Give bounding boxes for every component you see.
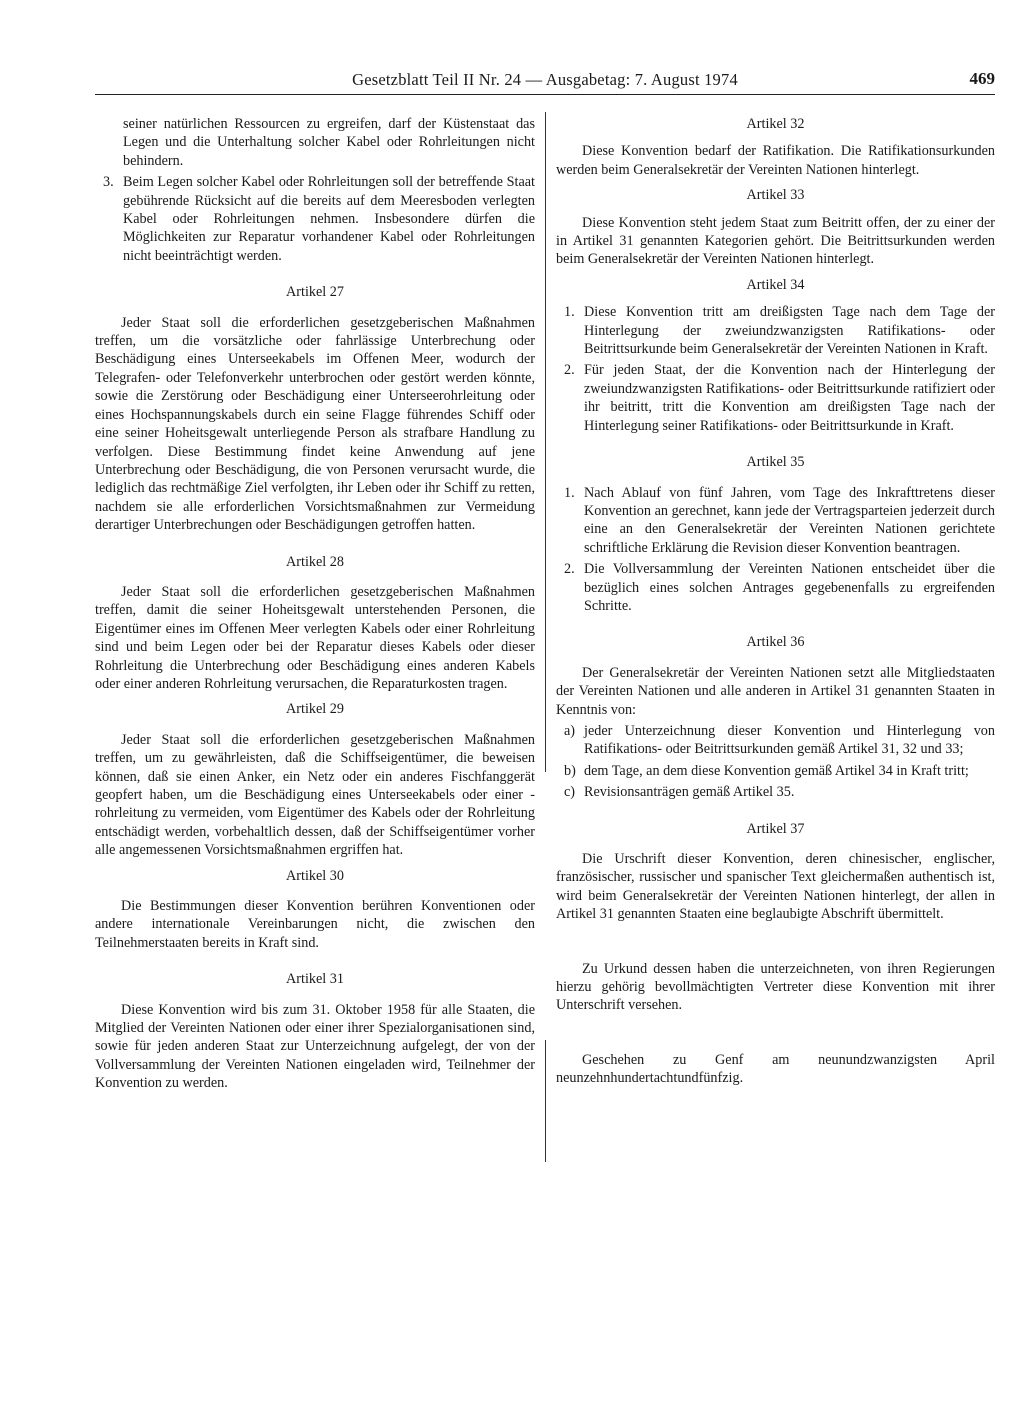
page-number: 469 [969, 69, 995, 88]
article-35-item-1 [556, 484, 995, 558]
article-29-heading: Artikel 29 [286, 701, 344, 718]
column-divider-top [545, 112, 546, 772]
article-33-text: Diese Konvention steht jedem Staat zum Beitritt offen, der zu einer der in Artikel 31 genannten Kategorien gehört. Die Beitrittsurkunden werden beim Generalsekretär der Vereinten Nationen hinterlegt. [556, 214, 995, 268]
article-30-heading: Artikel 30 [286, 867, 344, 884]
witness-clause: Zu Urkund dessen haben die unterzeichneten, von ihren Regierungen hierzu gehörig bevollmächtigten Vertreter diese Konvention mit ihrer Unterschrift versehen. [556, 960, 995, 1014]
list-item-text: Beim Legen solcher Kabel oder Rohrleitungen soll der betreffende Staat gebührende Rücksicht auf die bereits auf dem Meeresboden verlegten Kabel oder Rohrleitungen nehmen. Insbesondere dürfen die Möglichkeiten zur Reparatur vorhandener Kabel oder Rohrleitungen nicht beeinträchtigt werden. [123, 174, 535, 264]
article-36-intro: Der Generalsekretär der Vereinten Nationen setzt alle Mitgliedstaaten der Vereinten Nationen und alle anderen in Artikel 31 genannten Staaten in Kenntnis von: [556, 664, 995, 718]
list-item-number: 1. [564, 484, 575, 501]
header-title: Gesetzblatt Teil II Nr. 24 — Ausgabetag: 7. August 1974 [352, 70, 738, 89]
article-36-heading: Artikel 36 [746, 634, 805, 651]
article-34-item-2 [556, 361, 995, 435]
article-34-heading: Artikel 34 [746, 276, 805, 293]
article-35-item-2 [556, 560, 995, 615]
article-35-heading: Artikel 35 [746, 454, 805, 471]
list-item-text: jeder Unterzeichnung dieser Konvention und Hinterlegung von Ratifikations- oder Beitrittsurkunden gemäß Artikel 31, 32 und 33; [584, 722, 995, 758]
list-item-text: Nach Ablauf von fünf Jahren, vom Tage des Inkrafttretens dieser Konvention an gerechnet, kann jede der Vertragsparteien jederzeit durch eine an den Generalsekretär der Vereinten Nationen gerichtete schriftliche Erklärung die Revision dieser Konvention beantragen. [584, 484, 995, 556]
list-item-3 [95, 173, 535, 265]
continued-paragraph: seiner natürlichen Ressourcen zu ergreifen, darf der Küstenstaat das Legen und die Unterhaltung solcher Kabel oder Rohrleitungen nicht behindern. [123, 116, 535, 169]
list-item-text: Für jeden Staat, der die Konvention nach der Hinterlegung der zweiundzwanzigsten Ratifikations- oder Beitrittsurkunde ratifiziert oder ihr beitritt, tritt die Konvention am dreißigsten Tage nach der Hinterlegung seiner Ratifikations- oder Beitrittsurkunde in Kraft. [584, 362, 995, 434]
left-column [95, 115, 535, 1093]
list-item-number: 3. [103, 174, 114, 191]
list-item-letter: a) [564, 722, 576, 739]
page-header [95, 64, 995, 95]
column-divider-bottom [545, 1040, 546, 1162]
article-37-text: Die Urschrift dieser Konvention, deren chinesischer, englischer, französischer, russischer und spanischer Text gleichermaßen authentisch ist, wird beim Generalsekretär der Vereinten Nationen hinterlegt, der allen in Artikel 31 genannten Staaten eine beglaubigte Abschrift übermittelt. [556, 851, 995, 923]
article-30-text: Die Bestimmungen dieser Konvention berühren Konventionen oder andere internationale Vereinbarungen nicht, die zwischen den Teilnehmerstaaten bereits in Kraft sind. [95, 898, 535, 951]
done-at-clause: Geschehen zu Genf am neunundzwanzigsten April neunzehnhundertachtundfünfzig. [556, 1051, 995, 1087]
right-column [556, 115, 995, 1088]
article-31-heading: Artikel 31 [286, 971, 344, 988]
article-32-text: Diese Konvention bedarf der Ratifikation. Die Ratifikationsurkunden werden beim Generalsekretär der Vereinten Nationen hinterlegt. [556, 143, 995, 178]
article-36-item-b [556, 762, 995, 780]
article-27-heading: Artikel 27 [286, 284, 344, 301]
article-32-heading: Artikel 32 [746, 116, 805, 132]
article-31-text: Diese Konvention wird bis zum 31. Oktober 1958 für alle Staaten, die Mitglied der Vereinten Nationen oder einer ihrer Spezialorganisationen sind, sowie für jeden anderen Staat zur Unterzeichnung aufgelegt, der von der Vollversammlung der Vereinten Nationen eingeladen wird, Teilnehmer der Konvention zu werden. [95, 1001, 535, 1092]
list-item-number: 1. [564, 304, 575, 321]
list-item-number: 2. [564, 561, 575, 578]
article-33-heading: Artikel 33 [746, 187, 805, 204]
article-36-item-a [556, 722, 995, 759]
list-item-number: 2. [564, 362, 575, 379]
article-37-heading: Artikel 37 [746, 820, 805, 837]
article-34-item-1 [556, 303, 995, 358]
list-item-letter: c) [564, 784, 576, 801]
list-item-text: Revisionsanträgen gemäß Artikel 35. [584, 784, 795, 801]
article-28-text: Jeder Staat soll die erforderlichen gesetzgeberischen Maßnahmen treffen, damit die seiner Hoheitsgewalt unterstehenden Personen, die Eigentümer eines im Offenen Meer verlegten Kabels oder einer Rohrleitung sind und beim Legen oder bei der Reparatur dieses Kabels oder dieser Rohrleitung die Unterbrechung oder Beschädigung eines anderen Kabels oder einer anderen Rohrleitung verursachen, die Reparaturkosten tragen. [95, 583, 535, 692]
list-item-text: Diese Konvention tritt am dreißigsten Tage nach dem Tage der Hinterlegung der zweiundzwanzigsten Ratifikations- oder Beitrittsurkunde beim Generalsekretär der Vereinten Nationen in Kraft. [584, 304, 995, 358]
article-36-item-c [556, 783, 995, 801]
list-item-text: Die Vollversammlung der Vereinten Nationen entscheidet über die bezüglich eines solchen Antrages gegebenenfalls zu ergreifenden Schritte. [584, 561, 995, 614]
list-item-letter: b) [564, 762, 576, 779]
article-28-heading: Artikel 28 [286, 553, 344, 570]
article-29-text: Jeder Staat soll die erforderlichen gesetzgeberischen Maßnahmen treffen, um zu gewährleisten, daß die Schiffseigentümer, die beweisen können, daß sie einen Anker, ein Netz oder ein anderes Fischfanggerät geopfert haben, um die Beschädigung eines Unterseekabels oder einer -rohrleitung zu vermeiden, vom Eigentümer des Kabels oder der Rohrleitung entschädigt werden, vorbehaltlich dessen, daß der Schiffseigentümer vorher alle angemessenen Vorsichtsmaßnahmen ergriffen hat. [95, 731, 535, 859]
article-27-text: Jeder Staat soll die erforderlichen gesetzgeberischen Maßnahmen treffen, um die vorsätzliche oder fahrlässige Unterbrechung oder Beschädigung eines Unterseekabels im Offenen Meer, wodurch der Telegrafen- oder Telefonverkehr unterbrochen oder gestört werden könnte, sowie die Zerstörung oder Beschädigung einer Unterseerohrleitung oder eines Hochspannungskabels durch ein seine Flagge führendes Schiff oder eine seiner Hoheitsgewalt unterliegende Person als strafbare Handlung zu verfolgen. Diese Bestimmung findet keine Anwendung auf jene Unterbrechung oder Beschädigung, die von Personen verursacht wurde, die lediglich das rechtmäßige Ziel verfolgten, ihr Leben oder ihr Schiff zu retten, nachdem sie alle erforderlichen Vorsichtsmaßnahmen zur Vermeidung derartiger Unterbrechungen oder Beschädigungen getroffen hatten. [95, 314, 535, 534]
list-item-text: dem Tage, an dem diese Konvention gemäß Artikel 34 in Kraft tritt; [584, 762, 969, 779]
